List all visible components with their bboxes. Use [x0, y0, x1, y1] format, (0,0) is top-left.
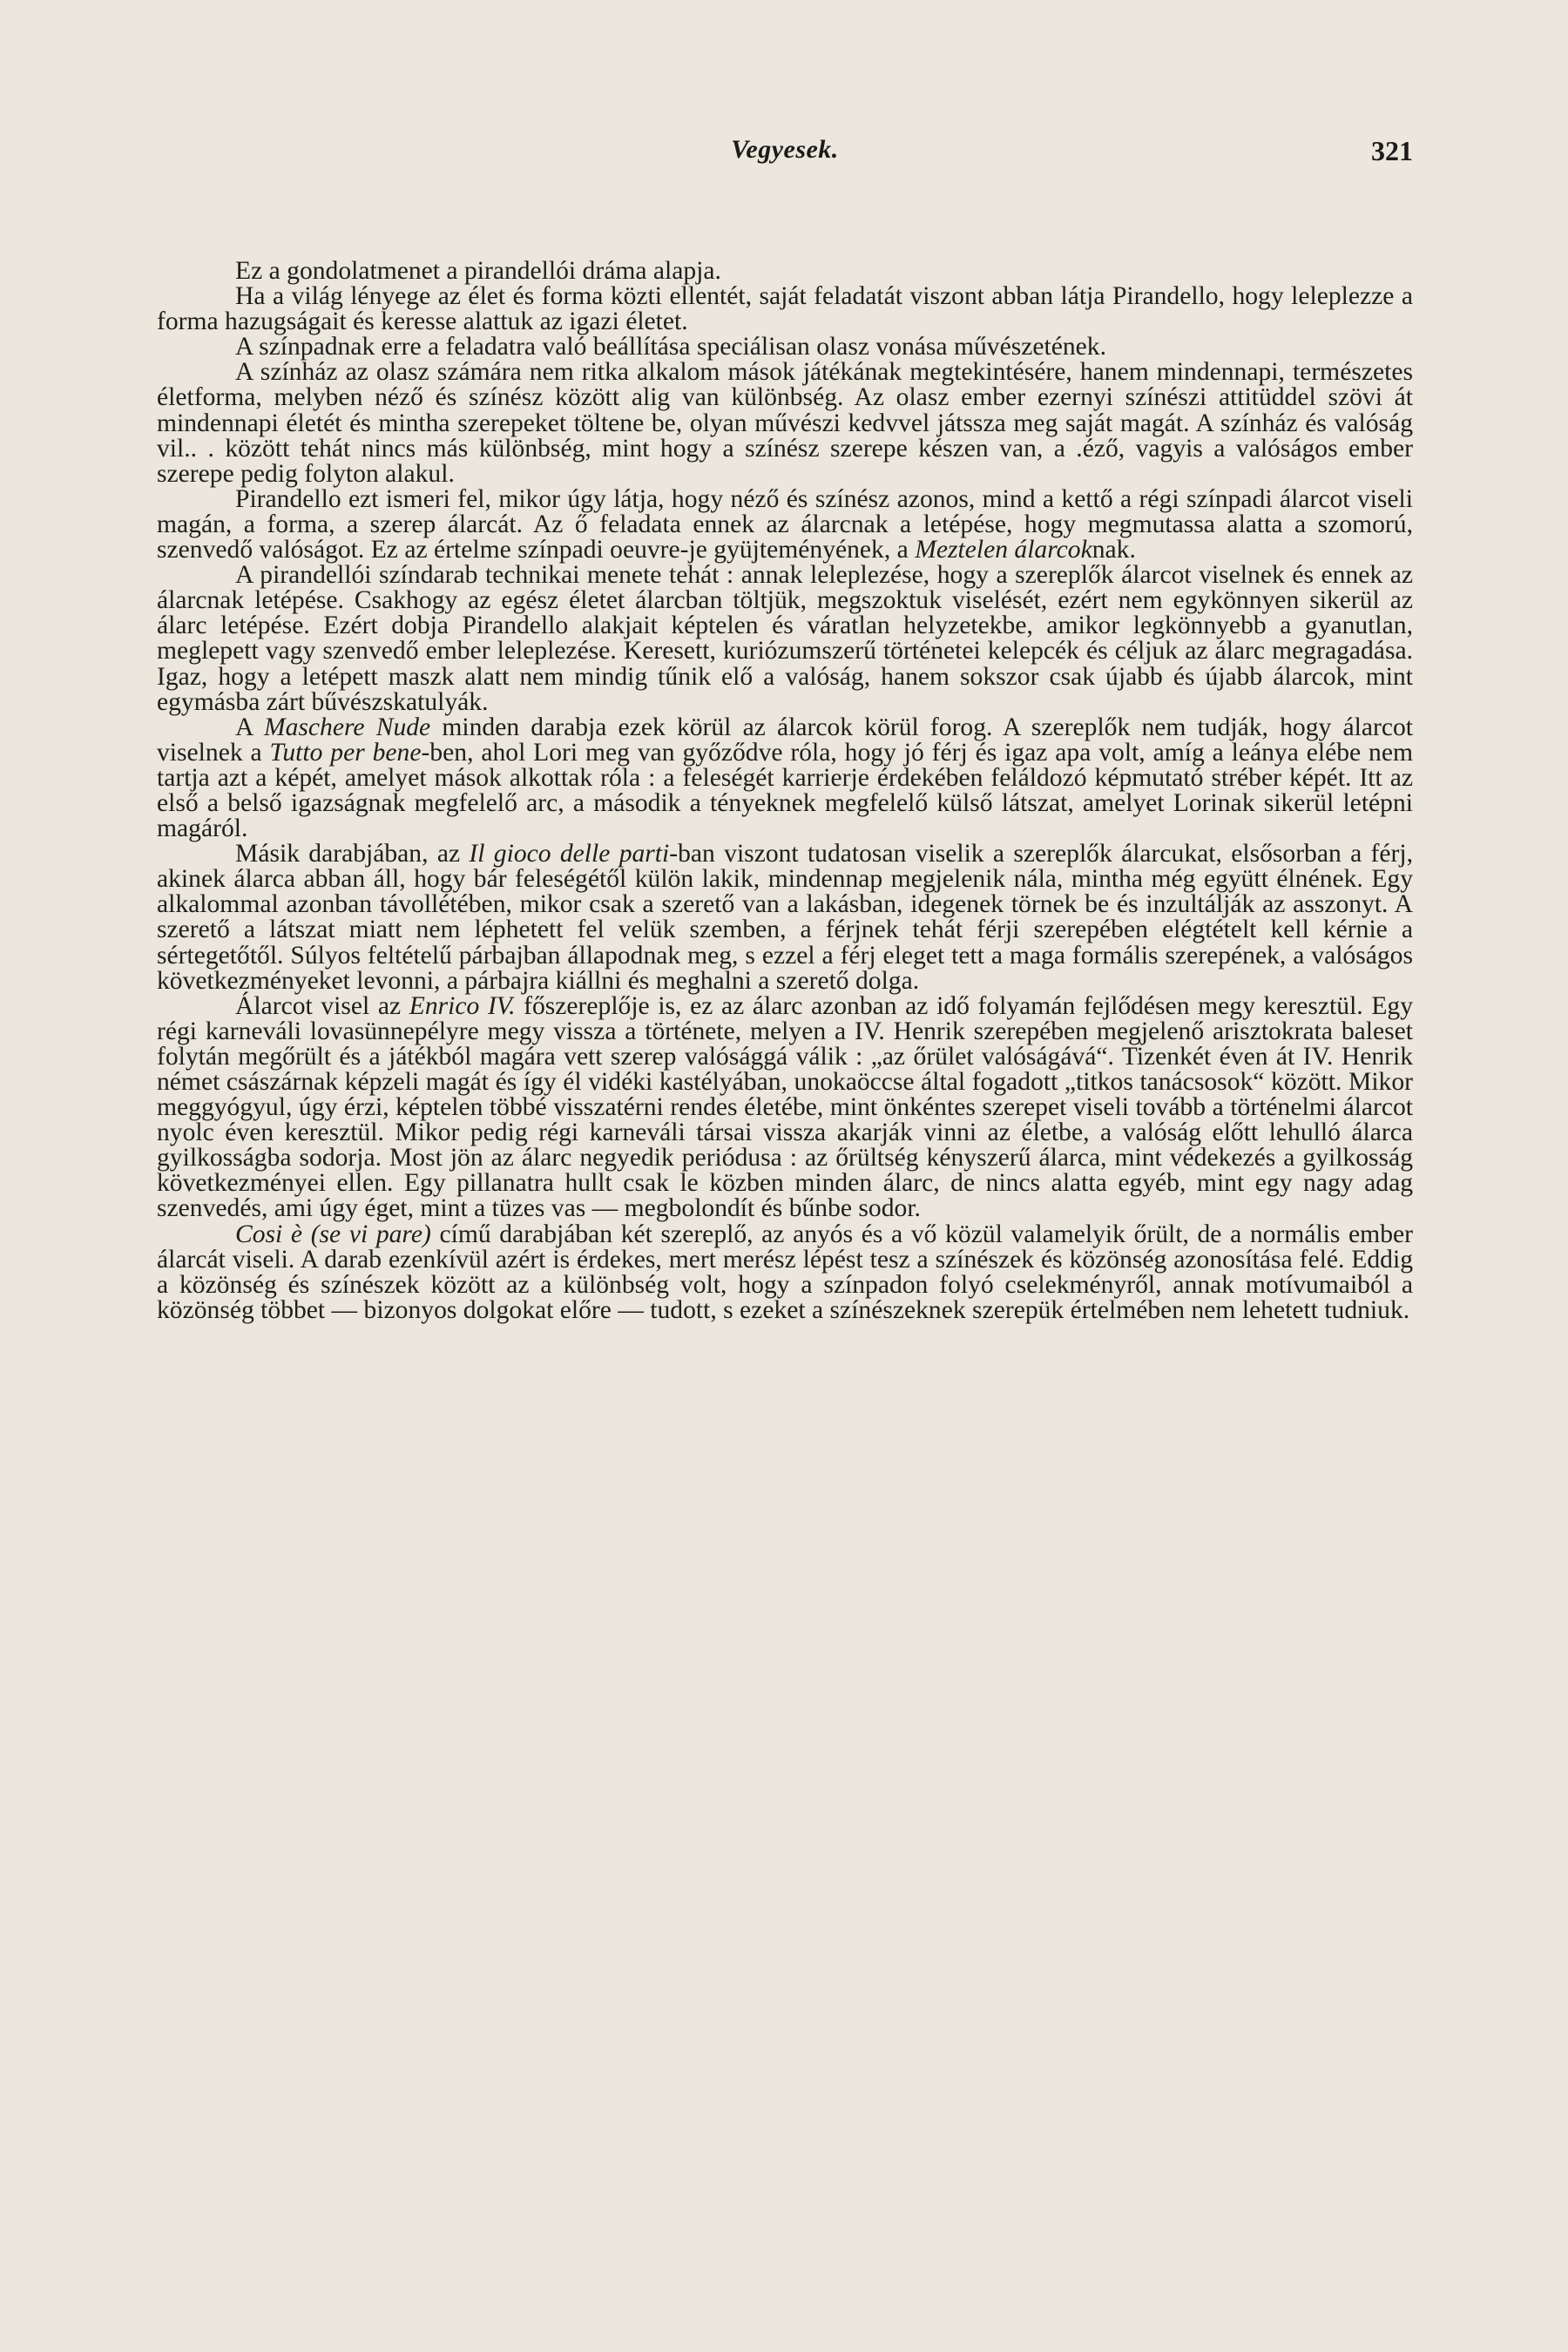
- work-title-meztelen-alarcok: Meztelen álarcok: [915, 536, 1092, 564]
- paragraph-7-start: A: [235, 713, 253, 741]
- paragraph-10: [157, 1222, 1413, 1323]
- work-title-il-gioco-delle-parti: Il gioco delle parti: [469, 840, 670, 868]
- page-number: 321: [1371, 135, 1413, 166]
- work-title-enrico-iv: Enrico IV.: [409, 991, 516, 1020]
- running-title: Vegyesek.: [731, 135, 839, 164]
- paragraph-6: A pirandellói színdarab technikai menete tehát : annak leleplezése, hogy a szereplők álarcot viselnek és ennek az álarcnak letépése. Csakhogy az egész életet álarcban töltjük, megszoktuk viselését, ezért nem egykönnyen sikerül az álarc letépése. Ezért dobja Pirandello alakjait képtelen és váratlan helyzetekbe, amikor legkönnyebb a gyanutlan, meglepett vagy szenvedő ember leleplezése. Keresett, kuriózumszerű történetei kelepcék és céljuk az álarc megragadása. Igaz, hogy a letépett maszk alatt nem mindig tűnik elő a valóság, hanem sokszor csak újabb és újabb álarcok, mint egymásba zárt bűvészskatulyák.: [157, 561, 1413, 716]
- article-body: [157, 259, 1413, 1323]
- paragraph-8-end: -ban viszont tudatosan viselik a szereplők álarcukat, elsősorban a férj, akinek álarca abban áll, hogy bár feleségétől külön lakik, mindennap megjelenik nála, mintha még együtt élnének. Egy alkalommal azonban távollétében, mikor csak a szerető van a lakásban, idegenek törnek be és inzultálják az asszonyt. A szerető a látszat miatt nem léphetett fel velük szemben, a férjnek tehát férji szerepében elégtételt kell kérnie a sértegetőtől. Súlyos feltételű párbajban állapodnak meg, s ezzel a férj eleget tett a maga formális szerepének, a valóságos következményeket levonni, a párbajra kiállni és meghalni a szerető dolga.: [157, 840, 1414, 995]
- paragraph-3: A színpadnak erre a feladatra való beállítása speciálisan olasz vonása művészetének.: [235, 333, 1106, 362]
- work-title-tutto-per-bene: Tutto per bene: [269, 738, 422, 767]
- paragraph-8-start: Másik darabjában, az: [235, 840, 461, 868]
- paragraph-9: [157, 991, 1413, 1223]
- paragraph-5-text: Pirandello ezt ismeri fel, mikor úgy látja, hogy néző és színész azonos, mind a kettő a régi színpadi álarcot viseli magán, a forma, a szerep álarcát. Az ő feladata ennek az álarcnak a letépése, hogy megmutassa alatta a szomorú, szenvedő valóságot. Ez az értelme színpadi oeuvre-je gyüjteményének, a: [157, 484, 1413, 564]
- work-title-maschere-nude: Maschere Nude: [263, 713, 431, 741]
- paragraph-9-end: főszereplője is, ez az álarc azonban az idő folyamán fejlődésen megy keresztül. Egy régi karneváli lovasünnepélyre megy vissza a története, melyen a IV. Henrik szerepében megjelenő arisztokrata baleset folytán megőrült és a játékból magára vett szerep valósággá válik : „az őrület valóságává“. Tizenkét éven át IV. Henrik német császárnak képzeli magát és így él vidéki kastélyában, unokaöccse által fogadott „titkos tanácsosok“ között. Mikor meggyógyul, úgy érzi, képtelen többé visszatérni rendes életébe, mint önkéntes szerepet viseli tovább a történelmi álarcot nyolc éven keresztül. Mikor pedig régi karneváli társai vissza akarják vinni az életbe, a valóság előtt lehulló álarca gyilkosságba sodorja. Most jön az álarc negyedik periódusa : az őrültség kényszerű álarca, mint védekezés a gyilkosság következményei ellen. Egy pillanatra hullt csak le közben minden álarc, de nincs alatta egyéb, mint egy nagy adag szenvedés, ami úgy éget, mint a tüzes vas — megbolondít és bűnbe sodor.: [157, 991, 1413, 1223]
- paragraph-8: [157, 841, 1413, 994]
- paragraph-5: [157, 484, 1413, 564]
- paragraph-4: A színház az olasz számára nem ritka alkalom mások játékának megtekintésére, hanem mindennapi, természetes életforma, melyben néző és színész között alig van különbség. Az olasz ember ezernyi színészi attitüddel szövi át mindennapi életét és mintha szerepeket töltene be, olyan művészi kedvvel játssza meg saját magát. A színház és valóság vil.. . között tehát nincs más különbség, mint hogy a színész szerepe készen van, a .éző, vagyis a valóságos ember szerepe pedig folyton alakul.: [157, 358, 1413, 488]
- page-header: [157, 135, 1413, 170]
- paragraph-7: [157, 715, 1413, 841]
- work-title-cosi-e: Cosi è (se vi pare): [235, 1220, 431, 1248]
- paragraph-7-end: -ben, ahol Lori meg van győződve róla, hogy jó férj és igaz apa volt, amíg a leánya elébe nem tartja azt a képét, amelyet mások alkottak róla : a feleségét karrierje érdekében feláldozó képmutató stréber képét. Itt az első a belső igazságnak megfelelő arc, a második a tényeknek megfelelő külső látszat, amelyet Lorinak sikerül letépni magáról.: [157, 738, 1413, 843]
- paragraph-9-start: Álarcot visel az: [235, 991, 402, 1020]
- paragraph-10-end: című darabjában két szereplő, az anyós és a vő közül valamelyik őrült, de a normális ember álarcát viseli. A darab ezenkívül azért is érdekes, mert merész lépést tesz a színészek és közönség azonosítása felé. Eddig a közönség és színészek között az a különbség volt, hogy a színpadon folyó cselekményről, annak motívumaiból a közönség többet — bizonyos dolgokat előre — tudott, s ezeket a színészeknek szerepük értelmében nem lehetett tudniuk.: [157, 1220, 1413, 1324]
- paragraph-2: Ha a világ lényege az élet és forma közti ellentét, saját feladatát viszont abban látja Pirandello, hogy leleplezze a forma hazugságait és keresse alattuk az igazi életet.: [157, 282, 1413, 336]
- paragraph-5-end: nak.: [1092, 536, 1136, 564]
- paragraph-7-middle: minden darabja ezek körül az álarcok körül forog. A szereplők nem tudják, hogy álarcot viselnek a: [157, 713, 1413, 767]
- paragraph-1: Ez a gondolatmenet a pirandellói dráma alapja.: [235, 257, 721, 285]
